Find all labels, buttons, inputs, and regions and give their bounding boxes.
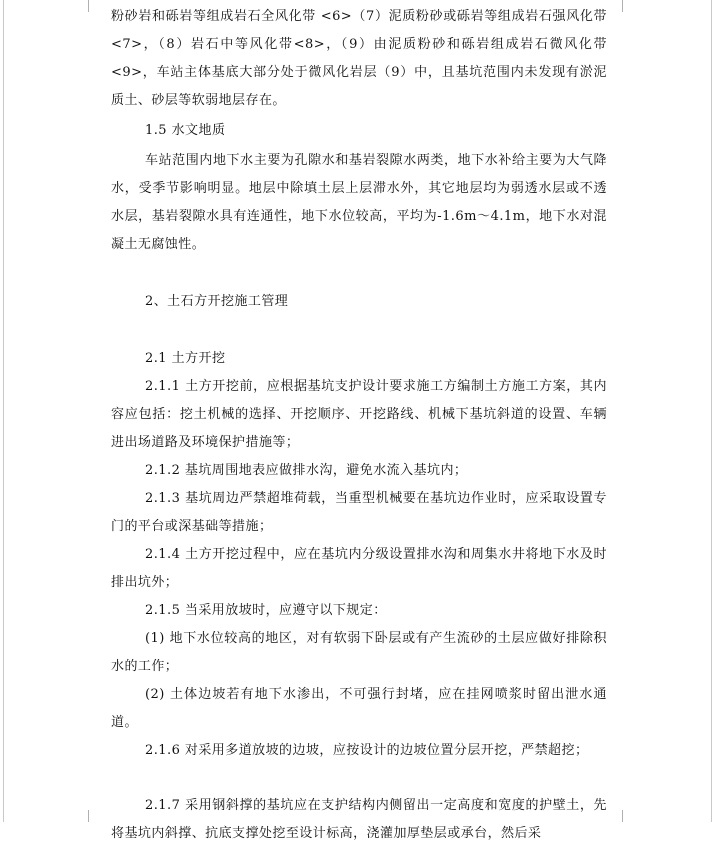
clause-2-1-5-item-1: (1) 地下水位较高的地区，对有软弱下卧层或有产生流砂的土层应做好排除积水的工作； [111, 631, 607, 674]
crop-mark-bottom-left [88, 810, 89, 822]
paragraph-geology-continued: 粉砂岩和砾岩等组成岩石全风化带 <6>（7）泥质粉砂或砾岩等组成岩石强风化带<7>，（8）岩石中等风化带<8>，（9）由泥质粉砂和砾岩组成岩石微风化带<9>，车站主体基底大部分处于微风化岩层（9）中，且基坑范围内未发现有淤泥质土、砂层等软弱地层存在。 [111, 9, 607, 108]
blank-line [111, 259, 607, 286]
clause-2-1-3: 2.1.3 基坑周边严禁超堆荷载，当重型机械要在基坑边作业时，应采取设置专门的平台或深基础等措施； [111, 491, 607, 534]
clause-2-1-7: 2.1.7 采用钢斜撑的基坑应在支护结构内侧留出一定高度和宽度的护壁土，先将基坑内斜撑、抗底支撑处挖至设计标高，浇灌加厚垫层或承台，然后采 [111, 798, 607, 841]
page-right-edge [711, 0, 712, 822]
crop-mark-top-left [88, 0, 89, 12]
clause-2-1-2: 2.1.2 基坑周围地表应做排水沟，避免水流入基坑内； [145, 463, 468, 478]
blank-line [111, 765, 607, 792]
heading-earthwork-management: 2、土石方开挖施工管理 [145, 294, 289, 309]
paragraph-hydrogeology: 车站范围内地下水主要为孔隙水和基岩裂隙水两类，地下水补给主要为大气降水，受季节影响明显。地层中除填土层上层滞水外，其它地层均为弱透水层或不透水层，基岩裂隙水具有连通性，地下水位较高，平均为-1.6m～4.1m，地下水对混凝土无腐蚀性。 [111, 153, 607, 252]
page-left-edge [3, 0, 4, 822]
document-body [111, 3, 607, 848]
blank-line [111, 316, 607, 343]
clause-2-1-4: 2.1.4 土方开挖过程中，应在基坑内分级设置排水沟和周集水井将地下水及时排出坑外； [111, 547, 607, 590]
clause-2-1-1: 2.1.1 土方开挖前，应根据基坑支护设计要求施工方编制土方施工方案，其内容应包括：挖土机械的选择、开挖顺序、开挖路线、机械下基坑斜道的设置、车辆进出场道路及环境保护措施等； [111, 379, 607, 450]
clause-2-1-5: 2.1.5 当采用放坡时，应遵守以下规定： [145, 603, 387, 618]
clause-2-1-5-item-2: (2) 土体边坡若有地下水渗出，不可强行封堵，应在挂网喷浆时留出泄水通道。 [111, 687, 607, 730]
crop-mark-top-right [622, 0, 623, 12]
crop-mark-bottom-right [622, 810, 623, 822]
heading-earth-excavation: 2.1 土方开挖 [145, 351, 226, 366]
clause-2-1-6: 2.1.6 对采用多道放坡的边坡，应按设计的边坡位置分层开挖，严禁超挖； [145, 743, 589, 758]
heading-hydrogeology: 1.5 水文地质 [145, 123, 226, 138]
